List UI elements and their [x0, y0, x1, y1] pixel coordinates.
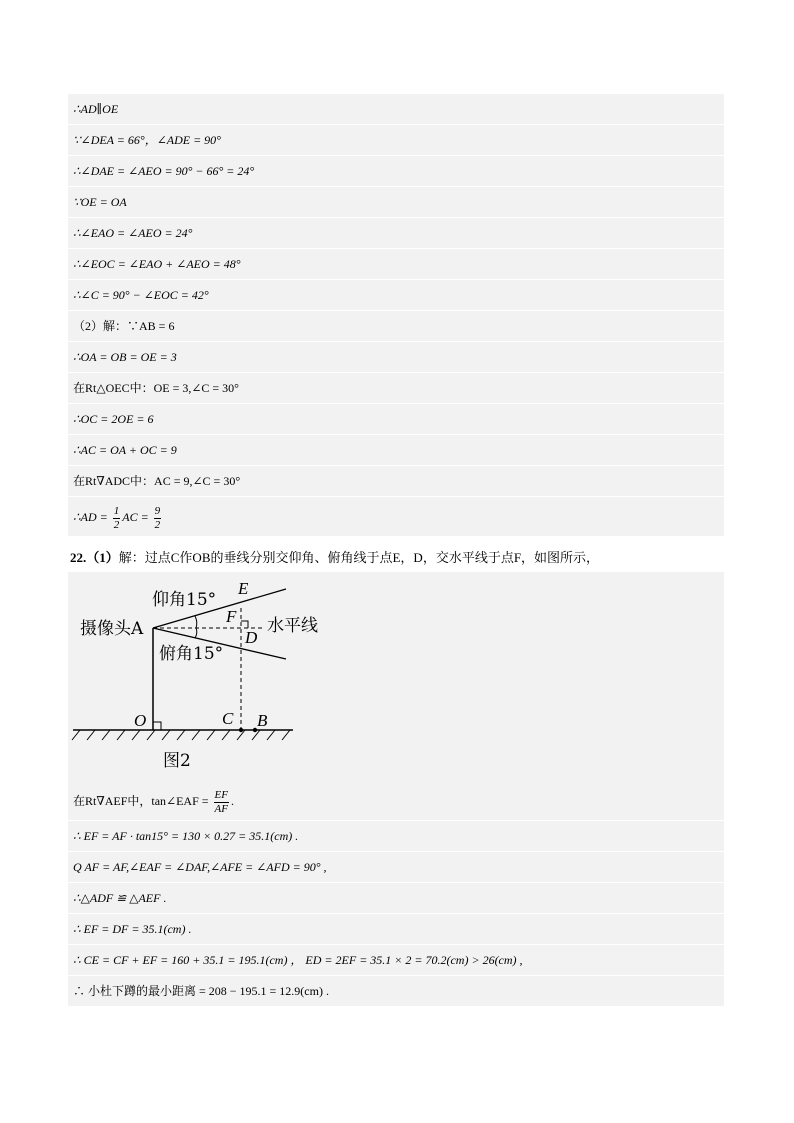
step-line: ∵OE = OA — [68, 187, 724, 218]
step-line: ∴ CE = CF + EF = 160 + 35.1 = 195.1(cm) ， ED = 2EF = 35.1 × 2 = 70.2(cm) > 26(cm) , — [68, 945, 724, 976]
label-b: B — [257, 711, 268, 730]
fraction-numerator: 9 — [154, 504, 161, 517]
label-c: C — [222, 709, 234, 728]
step-line: ∴ 小杜下蹲的最小距离 = 208 − 195.1 = 12.9(cm) . — [68, 976, 724, 1007]
solution-part2 — [68, 782, 724, 1007]
label-e: E — [238, 579, 249, 598]
step-line: ∴∠EOC = ∠EAO + ∠AEO = 48° — [68, 249, 724, 280]
step-line: ∴∠DAE = ∠AEO = 90° − 66° = 24° — [68, 156, 724, 187]
fraction-middle: AC = — [122, 510, 152, 524]
label-o: O — [134, 711, 147, 730]
camera-label: 摄像头A — [80, 619, 144, 639]
elevation-arc — [195, 616, 197, 628]
step-line-fraction — [68, 497, 724, 537]
solution-part1 — [68, 94, 724, 537]
label-f: F — [226, 607, 237, 626]
step-line-fraction — [68, 782, 724, 821]
geometry-diagram — [68, 572, 724, 782]
elevation-label: 仰角15° — [152, 590, 217, 610]
step-line: 在Rt∇ADC中：AC = 9,∠C = 30° — [68, 466, 724, 497]
right-angle-f — [241, 621, 248, 628]
question-number: 22.（1） — [70, 550, 119, 565]
depression-arc — [195, 628, 197, 638]
fraction-denominator: 2 — [154, 518, 161, 531]
step-line: ∴ EF = AF · tan15° = 130 × 0.27 = 35.1(cm) . — [68, 821, 724, 852]
fraction-prefix: ∴AD = — [73, 510, 111, 524]
fraction-numerator: 1 — [113, 504, 120, 517]
fraction-numerator: EF — [214, 788, 228, 801]
step-line: ∴OA = OB = OE = 3 — [68, 342, 724, 373]
step-line: ∴∠EAO = ∠AEO = 24° — [68, 218, 724, 249]
step-line: ∴OC = 2OE = 6 — [68, 404, 724, 435]
fraction-nine-halves — [154, 505, 162, 532]
ground-hatching — [72, 730, 290, 740]
step-line: （2）解：∵AB = 6 — [68, 311, 724, 342]
fraction-suffix: . — [231, 794, 234, 808]
figure-panel — [68, 572, 724, 782]
step-line: ∴AC = OA + OC = 9 — [68, 435, 724, 466]
fraction-ef-af — [214, 789, 229, 816]
right-angle-o — [153, 722, 161, 730]
horizontal-label: 水平线 — [267, 616, 318, 636]
step-line: ∴△ADF ≌ △AEF . — [68, 883, 724, 914]
fraction-prefix: 在Rt∇AEF中，tan∠EAF = — [73, 794, 212, 808]
depression-label: 俯角15° — [159, 644, 224, 664]
fraction-half — [113, 505, 121, 532]
fraction-denominator: 2 — [113, 518, 120, 531]
question-heading — [70, 548, 599, 568]
point-c — [239, 728, 243, 732]
label-d: D — [245, 628, 258, 647]
question-text: 解：过点C作OB的垂线分别交仰角、俯角线于点E，D，交水平线于点F，如图所示， — [118, 550, 600, 565]
step-line: ∴AD∥OE — [68, 94, 724, 125]
step-line: ∴ EF = DF = 35.1(cm) . — [68, 914, 724, 945]
step-line: Q AF = AF,∠EAF = ∠DAF,∠AFE = ∠AFD = 90° , — [68, 852, 724, 883]
figure-caption: 图2 — [163, 751, 191, 771]
step-line: ∵∠DEA = 66°，∠ADE = 90° — [68, 125, 724, 156]
step-line: 在Rt△OEC中：OE = 3,∠C = 30° — [68, 373, 724, 404]
fraction-denominator: AF — [214, 802, 228, 815]
step-line: ∴∠C = 90° − ∠EOC = 42° — [68, 280, 724, 311]
